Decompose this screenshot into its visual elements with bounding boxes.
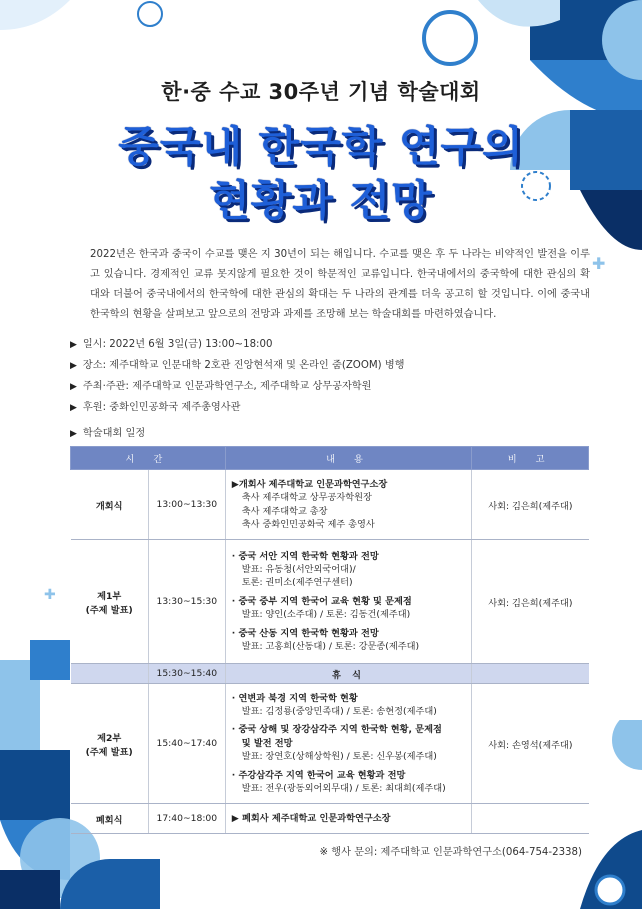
session-note: 사회: 손영석(제주대) bbox=[472, 684, 589, 804]
schedule-table bbox=[70, 446, 589, 834]
session-content: · 중국 서안 지역 한국학 현황과 전망 발표: 유동청(서안외국어대)/ 토론: 권미소(제주연구센터) · 중국 중부 지역 한국어 교육 현황 및 문제점 발표: 양인(소주대) / 토론: 김동건(제주대) · 중국 산동 지역 한국학 현황과 전망 발표: 고홍희(산동대) / 토론: 강문종(제주대) bbox=[225, 540, 471, 664]
event-title-line-1: 중국내 한국학 연구의 bbox=[118, 122, 524, 171]
table-row-part1 bbox=[71, 540, 589, 664]
plus-icon: ✚ bbox=[592, 254, 606, 273]
schedule-heading: ▶ 학술대회 일정 bbox=[70, 428, 146, 439]
session-time: 17:40~18:00 bbox=[148, 804, 225, 834]
arrow-icon: ▶ bbox=[70, 382, 77, 392]
info-host: ▶ 주최·주관: 제주대학교 인문과학연구소, 제주대학교 상무공자학원 bbox=[70, 381, 372, 392]
table-row-closing bbox=[71, 804, 589, 834]
session-content: · 연변과 북경 지역 한국학 현황 발표: 김정룡(중앙민족대) / 토론: 송현정(제주대) · 중국 상해 및 장강삼각주 지역 한국학 현황, 문제점 및 발전 전망 발표: 장연호(상해상학원) / 토론: 신우봉(제주대) · 주강삼각주 지역 한국어 교육 현황과 전망 발표: 전우(광동외어외무대) / 토론: 최대희(제주대) bbox=[225, 684, 471, 804]
info-sponsor: ▶ 후원: 중화인민공화국 제주총영사관 bbox=[70, 402, 241, 413]
event-title-line-2: 현황과 전망 bbox=[209, 176, 433, 225]
info-venue: ▶ 장소: 제주대학교 인문대학 2호관 진앙현석재 및 온라인 줌(ZOOM) 병행 bbox=[70, 360, 405, 371]
session-note bbox=[472, 664, 589, 684]
column-header-content: 내 용 bbox=[225, 447, 471, 470]
event-subtitle: 한·중 수교 30주년 기념 학술대회 bbox=[161, 80, 481, 104]
column-header-time: 시 간 bbox=[71, 447, 226, 470]
session-label: 제1부 (주제 발표) bbox=[71, 540, 149, 664]
table-row-break bbox=[71, 664, 589, 684]
arrow-icon: ▶ bbox=[70, 429, 77, 439]
session-label: 개회식 bbox=[71, 470, 149, 540]
table-row-opening bbox=[71, 470, 589, 540]
session-note: 사회: 김은희(제주대) bbox=[472, 540, 589, 664]
session-content: ▶ 폐회사 제주대학교 인문과학연구소장 bbox=[225, 804, 471, 834]
info-date: ▶ 일시: 2022년 6월 3일(금) 13:00~18:00 bbox=[70, 339, 273, 350]
break-label: 휴 식 bbox=[225, 664, 471, 684]
column-header-note: 비 고 bbox=[472, 447, 589, 470]
plus-icon: ✚ bbox=[44, 587, 56, 603]
session-time: 15:40~17:40 bbox=[148, 684, 225, 804]
table-row-part2 bbox=[71, 684, 589, 804]
arrow-icon: ▶ bbox=[70, 340, 77, 350]
session-label bbox=[71, 664, 149, 684]
arrow-icon: ▶ bbox=[70, 361, 77, 371]
intro-paragraph: 2022년은 한국과 중국이 수교를 맺은 지 30년이 되는 해입니다. 수교를 맺은 후 두 나라는 비약적인 발전을 이루고 있습니다. 경제적인 교류 못지않게 필요한 것이 학문적인 교류입니다. 한국내에서의 중국학에 대한 관심의 확대와 더불어 중국내에서의 한국학에 대한 관심의 확대는 두 나라의 관계를 더욱 공고히 할 것입니다. 이에 중국내 한국학의 현황을 살펴보고 앞으로의 전망과 과제를 조망해 보는 학술대회를 마련하였습니다. bbox=[90, 249, 590, 320]
table-header-row bbox=[71, 447, 589, 470]
session-time: 15:30~15:40 bbox=[148, 664, 225, 684]
session-note bbox=[472, 804, 589, 834]
contact-footer: ※ 행사 문의: 제주대학교 인문과학연구소(064-754-2338) bbox=[319, 847, 582, 858]
session-time: 13:30~15:30 bbox=[148, 540, 225, 664]
session-time: 13:00~13:30 bbox=[148, 470, 225, 540]
session-label: 폐회식 bbox=[71, 804, 149, 834]
arrow-icon: ▶ bbox=[70, 403, 77, 413]
decoration-top-left bbox=[0, 0, 170, 80]
session-label: 제2부 (주제 발표) bbox=[71, 684, 149, 804]
session-content: ▶개회사 제주대학교 인문과학연구소장 축사 제주대학교 상무공자학원장 축사 제주대학교 총장 축사 중화인민공화국 제주 총영사 bbox=[225, 470, 471, 540]
session-note: 사회: 김은희(제주대) bbox=[472, 470, 589, 540]
